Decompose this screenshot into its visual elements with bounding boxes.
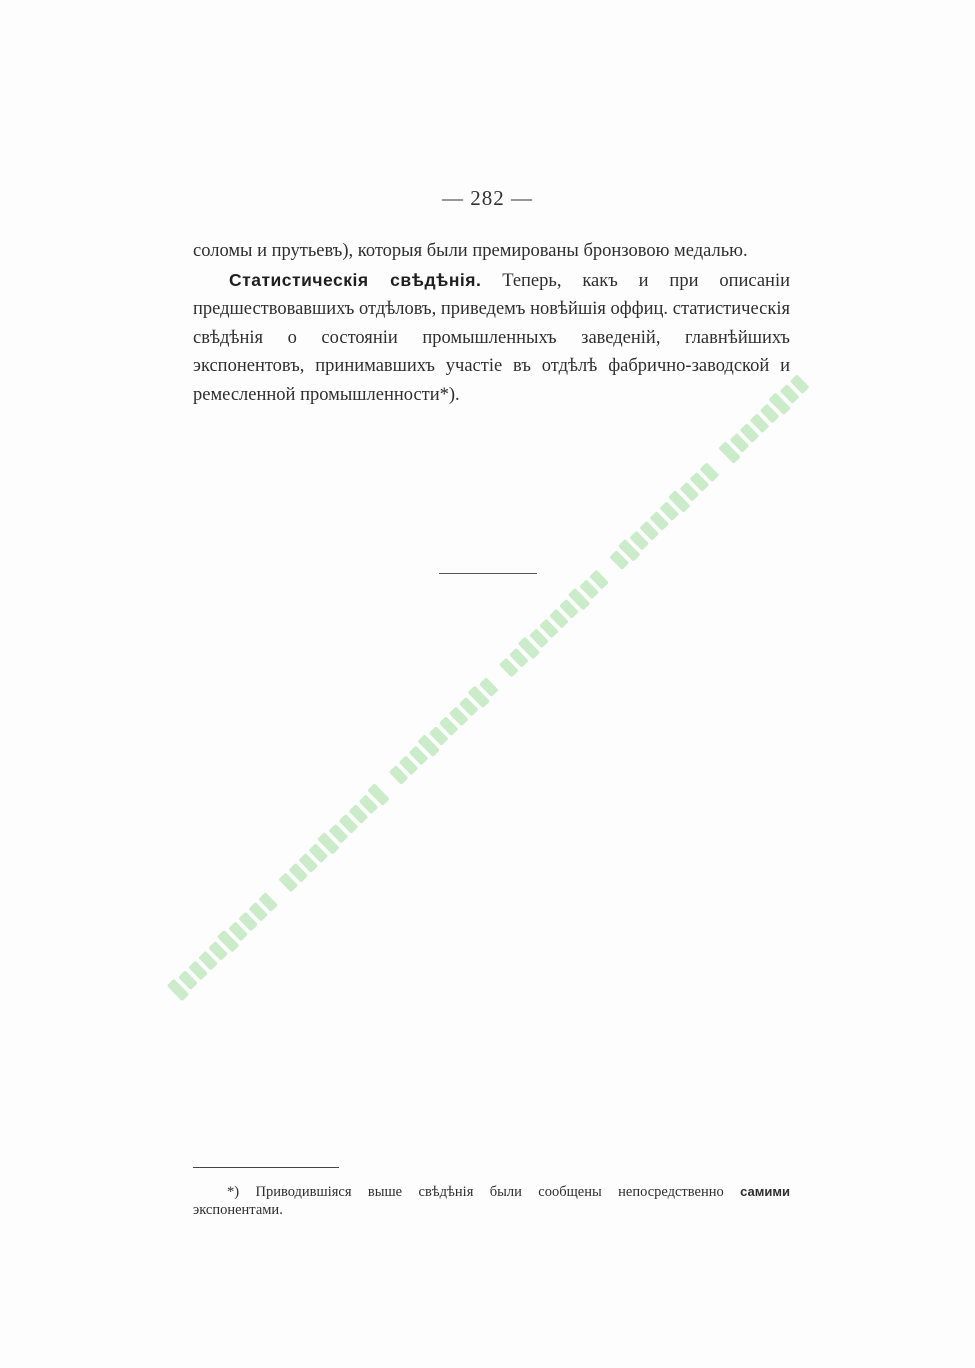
watermark-block [529, 628, 549, 648]
watermark-block [659, 501, 679, 521]
watermark-block [389, 765, 409, 785]
watermark-block [178, 970, 198, 990]
watermark-block [730, 433, 750, 453]
watermark-block [417, 734, 440, 757]
footnote [193, 1183, 790, 1219]
watermark-block [568, 588, 591, 611]
watermark-block [439, 716, 459, 736]
watermark-block [579, 579, 599, 599]
watermark-block [790, 374, 810, 394]
watermark-block [449, 706, 469, 726]
watermark-block [618, 539, 641, 562]
footnote-text-end: экспонентами. [193, 1202, 283, 1218]
watermark-block [317, 832, 340, 855]
watermark-block [228, 921, 248, 941]
watermark-block [468, 686, 491, 709]
watermark-block [198, 951, 218, 971]
watermark-block [690, 472, 710, 492]
watermark-block [509, 648, 529, 668]
paragraph-statistics [193, 266, 790, 410]
watermark-block [278, 873, 298, 893]
footnote-strong: самими [740, 1184, 790, 1199]
watermark-block [238, 912, 258, 932]
watermark-block [740, 423, 760, 443]
watermark-block [639, 521, 659, 541]
paragraph-statistics-body: Теперь, какъ и при описаніи предшествовавшихъ отдѣловъ, приведемъ новѣйшія оффиц. статистическія свѣдѣнія о состояніи промышленныхъ заведеній, главнѣйшихъ экспонентовъ, принимавшихъ участіе въ отдѣлѣ фабрично-заводской и ремесленной промышленности*). [193, 270, 790, 405]
watermark-block [329, 824, 349, 844]
watermark-block [629, 531, 649, 551]
watermark-block [518, 637, 541, 660]
watermark-block [298, 853, 318, 873]
watermark-block [359, 794, 379, 814]
watermark-block [479, 677, 499, 697]
watermark-block [188, 961, 208, 981]
body-text [193, 237, 790, 410]
section-title: Статистическія свѣдѣнія. [229, 269, 482, 290]
watermark-block [258, 892, 278, 912]
watermark-block [309, 843, 329, 863]
watermark-block [700, 462, 720, 482]
watermark-block [217, 930, 240, 953]
watermark-block [718, 441, 741, 464]
page-number: — 282 — [442, 186, 533, 210]
watermark-block [409, 746, 429, 766]
watermark-block [459, 697, 479, 717]
watermark-block [649, 511, 669, 531]
footnote-divider [193, 1167, 339, 1168]
watermark-block [499, 658, 519, 678]
watermark-block [339, 814, 359, 834]
watermark-block [167, 979, 190, 1002]
footnote-text [193, 1183, 790, 1219]
section-divider [439, 573, 537, 574]
watermark-block [248, 902, 268, 922]
watermark-block [609, 550, 629, 570]
watermark-block [750, 413, 770, 433]
watermark-block [539, 619, 559, 639]
watermark-block [668, 490, 691, 513]
watermark-block [589, 570, 609, 590]
footnote-text-start: *) Приводившіяся выше свѣдѣнія были сообщены непосредственно [227, 1184, 741, 1200]
watermark-block [559, 599, 579, 619]
watermark-block [288, 863, 308, 883]
watermark-block [680, 482, 700, 502]
watermark-block [399, 755, 419, 775]
watermark-block [208, 941, 228, 961]
watermark-block [349, 804, 369, 824]
watermark-block [367, 783, 390, 806]
watermark-block [429, 726, 449, 746]
watermark-block [549, 609, 569, 629]
paragraph-continuation: соломы и прутьевъ), которыя были премированы бронзовою медалью. [193, 241, 748, 261]
